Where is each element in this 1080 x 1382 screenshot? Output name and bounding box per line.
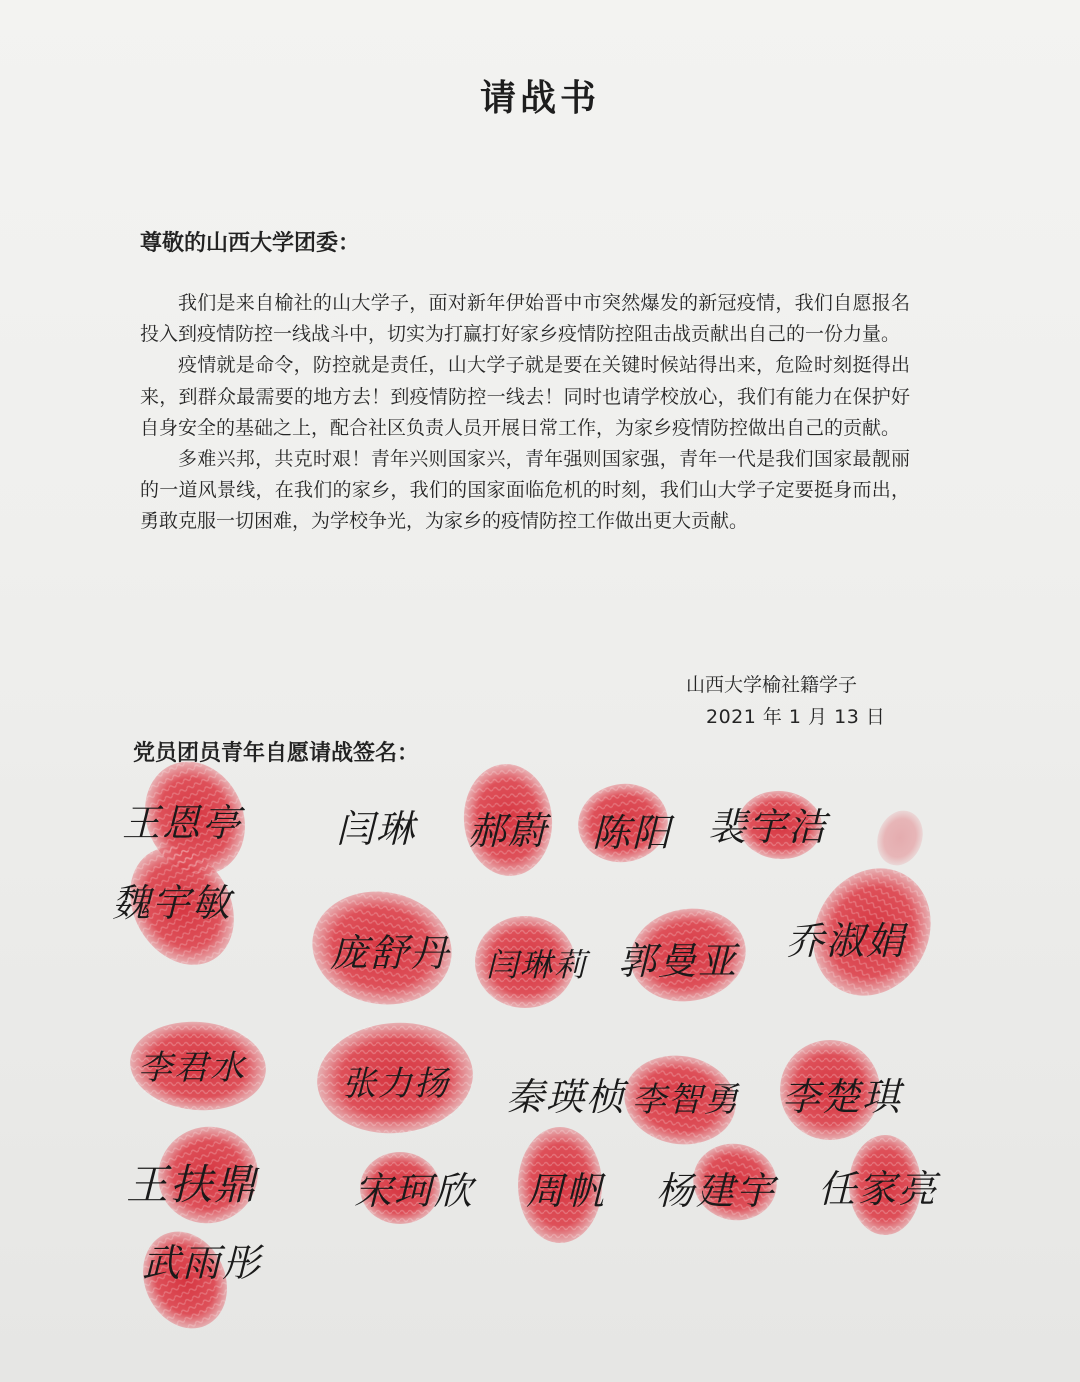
- paragraph: 疫情就是命令，防控就是责任，山大学子就是要在关键时候站得出来，危险时刻挺得出来，到群众最需要的地方去！到疫情防控一线去！同时也请学校放心，我们有能力在保护好自身安全的基础之上，配合社区负责人员开展日常工作，为家乡疫情防控做出自己的贡献。: [140, 354, 910, 439]
- paragraph: 多难兴邦，共克时艰！青年兴则国家兴，青年强则国家强，青年一代是我们国家最靓丽的一道风景线，在我们的家乡，我们的国家面临危机的时刻，我们山大学子定要挺身而出，勇敢克服一切困难，为学校争光，为家乡的疫情防控工作做出更大贡献。: [140, 448, 910, 533]
- signature: 李君水: [138, 1048, 246, 1088]
- signature: 杨建宇: [656, 1169, 777, 1213]
- signature: 王恩亭: [122, 801, 243, 845]
- document-title: 请战书: [479, 78, 600, 119]
- signature: 郝蔚: [468, 809, 549, 853]
- signature: 李智勇: [632, 1080, 740, 1120]
- signature: 闫琳: [336, 807, 417, 851]
- signature: 秦瑛桢: [506, 1075, 627, 1119]
- signature: 任家亮: [818, 1167, 939, 1211]
- signatory: 山西大学榆社籍学子: [686, 674, 858, 696]
- fingerprint: [870, 804, 930, 872]
- signature: 郭曼亚: [618, 939, 739, 983]
- signature: 裴宇洁: [708, 805, 829, 849]
- signature: 庞舒丹: [330, 931, 451, 975]
- signature: 张力扬: [342, 1064, 450, 1104]
- letter-body: [140, 288, 910, 538]
- salutation: 尊敬的山西大学团委：: [140, 231, 361, 256]
- signature: 魏宇敏: [112, 881, 233, 925]
- pledge-heading: 党员团员青年自愿请战签名：: [133, 741, 420, 766]
- signature: 乔淑娟: [786, 919, 907, 963]
- paragraph: 我们是来自榆社的山大学子，面对新年伊始晋中市突然爆发的新冠疫情，我们自愿报名投入到疫情防控一线战斗中，切实为打赢打好家乡疫情防控阻击战贡献出自己的一份力量。: [140, 292, 910, 346]
- signature: 陈阳: [592, 811, 673, 855]
- signature: 闫琳莉: [486, 946, 589, 984]
- signature: 宋珂欣: [354, 1169, 475, 1213]
- signature: 武雨彤: [142, 1241, 263, 1285]
- signature: 周帆: [526, 1169, 607, 1213]
- signature: 李楚琪: [782, 1075, 903, 1119]
- signature: 王扶鼎: [126, 1160, 259, 1209]
- date: 2021 年 1 月 13 日: [706, 706, 886, 728]
